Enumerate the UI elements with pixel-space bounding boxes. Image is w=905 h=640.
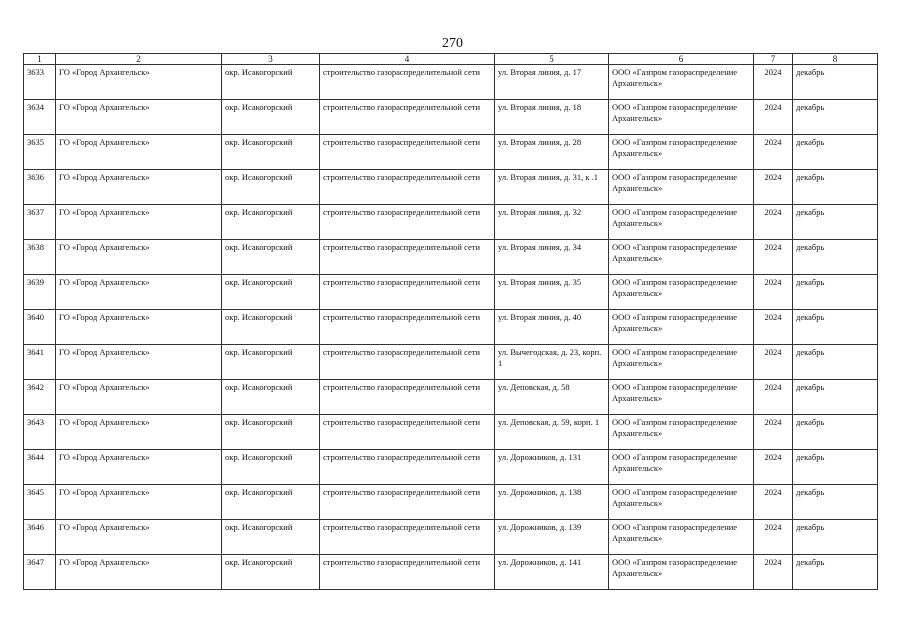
address-cell: ул. Вторая линия, д. 35 <box>495 275 609 310</box>
table-row <box>24 65 878 100</box>
table-row <box>24 485 878 520</box>
month-cell: декабрь <box>793 100 878 135</box>
municipality-cell: ГО «Город Архангельск» <box>56 520 222 555</box>
table-row <box>24 450 878 485</box>
district-cell: окр. Исакогорский <box>222 345 320 380</box>
work-type-cell: строительство газораспределительной сети <box>320 310 495 345</box>
organization-cell: ООО «Газпром газораспределение Архангельск» <box>609 380 754 415</box>
work-type-cell: строительство газораспределительной сети <box>320 65 495 100</box>
municipality-cell: ГО «Город Архангельск» <box>56 205 222 240</box>
year-cell: 2024 <box>754 205 793 240</box>
month-cell: декабрь <box>793 450 878 485</box>
row-number-cell: 3646 <box>24 520 56 555</box>
month-cell: декабрь <box>793 310 878 345</box>
municipality-cell: ГО «Город Архангельск» <box>56 555 222 590</box>
municipality-cell: ГО «Город Архангельск» <box>56 380 222 415</box>
row-number-cell: 3647 <box>24 555 56 590</box>
address-cell: ул. Вторая линия, д. 17 <box>495 65 609 100</box>
month-cell: декабрь <box>793 555 878 590</box>
column-header: 2 <box>56 54 222 65</box>
table-row <box>24 135 878 170</box>
row-number-cell: 3634 <box>24 100 56 135</box>
district-cell: окр. Исакогорский <box>222 310 320 345</box>
organization-cell: ООО «Газпром газораспределение Архангельск» <box>609 135 754 170</box>
work-type-cell: строительство газораспределительной сети <box>320 415 495 450</box>
district-cell: окр. Исакогорский <box>222 135 320 170</box>
address-cell: ул. Дорожников, д. 141 <box>495 555 609 590</box>
work-type-cell: строительство газораспределительной сети <box>320 380 495 415</box>
organization-cell: ООО «Газпром газораспределение Архангельск» <box>609 65 754 100</box>
municipality-cell: ГО «Город Архангельск» <box>56 345 222 380</box>
organization-cell: ООО «Газпром газораспределение Архангельск» <box>609 100 754 135</box>
district-cell: окр. Исакогорский <box>222 100 320 135</box>
table-row <box>24 275 878 310</box>
work-type-cell: строительство газораспределительной сети <box>320 240 495 275</box>
organization-cell: ООО «Газпром газораспределение Архангельск» <box>609 240 754 275</box>
table-row <box>24 100 878 135</box>
address-cell: ул. Вторая линия, д. 28 <box>495 135 609 170</box>
column-header: 3 <box>222 54 320 65</box>
address-cell: ул. Вторая линия, д. 31, к .1 <box>495 170 609 205</box>
municipality-cell: ГО «Город Архангельск» <box>56 450 222 485</box>
district-cell: окр. Исакогорский <box>222 450 320 485</box>
row-number-cell: 3636 <box>24 170 56 205</box>
year-cell: 2024 <box>754 450 793 485</box>
municipality-cell: ГО «Город Архангельск» <box>56 240 222 275</box>
row-number-cell: 3645 <box>24 485 56 520</box>
address-cell: ул. Вторая линия, д. 32 <box>495 205 609 240</box>
month-cell: декабрь <box>793 205 878 240</box>
row-number-cell: 3635 <box>24 135 56 170</box>
year-cell: 2024 <box>754 485 793 520</box>
work-type-cell: строительство газораспределительной сети <box>320 485 495 520</box>
work-type-cell: строительство газораспределительной сети <box>320 275 495 310</box>
organization-cell: ООО «Газпром газораспределение Архангельск» <box>609 345 754 380</box>
work-type-cell: строительство газораспределительной сети <box>320 520 495 555</box>
table-row <box>24 415 878 450</box>
row-number-cell: 3641 <box>24 345 56 380</box>
year-cell: 2024 <box>754 555 793 590</box>
municipality-cell: ГО «Город Архангельск» <box>56 170 222 205</box>
month-cell: декабрь <box>793 135 878 170</box>
district-cell: окр. Исакогорский <box>222 520 320 555</box>
month-cell: декабрь <box>793 485 878 520</box>
year-cell: 2024 <box>754 380 793 415</box>
page-number: 270 <box>442 36 463 51</box>
district-cell: окр. Исакогорский <box>222 65 320 100</box>
table-row <box>24 310 878 345</box>
table-row <box>24 205 878 240</box>
row-number-cell: 3642 <box>24 380 56 415</box>
table-body <box>24 65 878 590</box>
row-number-cell: 3644 <box>24 450 56 485</box>
table-row <box>24 520 878 555</box>
year-cell: 2024 <box>754 170 793 205</box>
work-type-cell: строительство газораспределительной сети <box>320 100 495 135</box>
district-cell: окр. Исакогорский <box>222 240 320 275</box>
municipality-cell: ГО «Город Архангельск» <box>56 485 222 520</box>
municipality-cell: ГО «Город Архангельск» <box>56 135 222 170</box>
column-header: 7 <box>754 54 793 65</box>
month-cell: декабрь <box>793 380 878 415</box>
year-cell: 2024 <box>754 345 793 380</box>
address-cell: ул. Вычегодская, д. 23, корп. 1 <box>495 345 609 380</box>
organization-cell: ООО «Газпром газораспределение Архангельск» <box>609 415 754 450</box>
table-row <box>24 345 878 380</box>
district-cell: окр. Исакогорский <box>222 485 320 520</box>
municipality-cell: ГО «Город Архангельск» <box>56 65 222 100</box>
row-number-cell: 3643 <box>24 415 56 450</box>
column-header: 8 <box>793 54 878 65</box>
column-number-row <box>24 54 878 65</box>
address-cell: ул. Вторая линия, д. 34 <box>495 240 609 275</box>
table-row <box>24 240 878 275</box>
municipality-cell: ГО «Город Архангельск» <box>56 100 222 135</box>
work-type-cell: строительство газораспределительной сети <box>320 345 495 380</box>
row-number-cell: 3640 <box>24 310 56 345</box>
table-row <box>24 380 878 415</box>
address-cell: ул. Деповская, д. 59, корп. 1 <box>495 415 609 450</box>
month-cell: декабрь <box>793 345 878 380</box>
column-header: 4 <box>320 54 495 65</box>
month-cell: декабрь <box>793 520 878 555</box>
month-cell: декабрь <box>793 275 878 310</box>
table-row <box>24 170 878 205</box>
address-cell: ул. Дорожников, д. 131 <box>495 450 609 485</box>
year-cell: 2024 <box>754 275 793 310</box>
district-cell: окр. Исакогорский <box>222 415 320 450</box>
year-cell: 2024 <box>754 520 793 555</box>
column-header: 1 <box>24 54 56 65</box>
row-number-cell: 3639 <box>24 275 56 310</box>
month-cell: декабрь <box>793 65 878 100</box>
organization-cell: ООО «Газпром газораспределение Архангельск» <box>609 450 754 485</box>
registry-table <box>23 53 878 590</box>
organization-cell: ООО «Газпром газораспределение Архангельск» <box>609 520 754 555</box>
municipality-cell: ГО «Город Архангельск» <box>56 310 222 345</box>
year-cell: 2024 <box>754 135 793 170</box>
organization-cell: ООО «Газпром газораспределение Архангельск» <box>609 485 754 520</box>
district-cell: окр. Исакогорский <box>222 275 320 310</box>
organization-cell: ООО «Газпром газораспределение Архангельск» <box>609 555 754 590</box>
organization-cell: ООО «Газпром газораспределение Архангельск» <box>609 170 754 205</box>
work-type-cell: строительство газораспределительной сети <box>320 555 495 590</box>
column-header: 5 <box>495 54 609 65</box>
month-cell: декабрь <box>793 415 878 450</box>
address-cell: ул. Вторая линия, д. 18 <box>495 100 609 135</box>
table-row <box>24 555 878 590</box>
municipality-cell: ГО «Город Архангельск» <box>56 415 222 450</box>
month-cell: декабрь <box>793 170 878 205</box>
organization-cell: ООО «Газпром газораспределение Архангельск» <box>609 310 754 345</box>
year-cell: 2024 <box>754 310 793 345</box>
organization-cell: ООО «Газпром газораспределение Архангельск» <box>609 205 754 240</box>
address-cell: ул. Вторая линия, д. 40 <box>495 310 609 345</box>
municipality-cell: ГО «Город Архангельск» <box>56 275 222 310</box>
work-type-cell: строительство газораспределительной сети <box>320 205 495 240</box>
address-cell: ул. Дорожников, д. 139 <box>495 520 609 555</box>
district-cell: окр. Исакогорский <box>222 555 320 590</box>
district-cell: окр. Исакогорский <box>222 380 320 415</box>
year-cell: 2024 <box>754 65 793 100</box>
year-cell: 2024 <box>754 100 793 135</box>
work-type-cell: строительство газораспределительной сети <box>320 135 495 170</box>
work-type-cell: строительство газораспределительной сети <box>320 170 495 205</box>
row-number-cell: 3638 <box>24 240 56 275</box>
work-type-cell: строительство газораспределительной сети <box>320 450 495 485</box>
year-cell: 2024 <box>754 415 793 450</box>
year-cell: 2024 <box>754 240 793 275</box>
row-number-cell: 3637 <box>24 205 56 240</box>
district-cell: окр. Исакогорский <box>222 205 320 240</box>
address-cell: ул. Деповская, д. 58 <box>495 380 609 415</box>
column-header: 6 <box>609 54 754 65</box>
district-cell: окр. Исакогорский <box>222 170 320 205</box>
organization-cell: ООО «Газпром газораспределение Архангельск» <box>609 275 754 310</box>
address-cell: ул. Дорожников, д. 138 <box>495 485 609 520</box>
month-cell: декабрь <box>793 240 878 275</box>
row-number-cell: 3633 <box>24 65 56 100</box>
